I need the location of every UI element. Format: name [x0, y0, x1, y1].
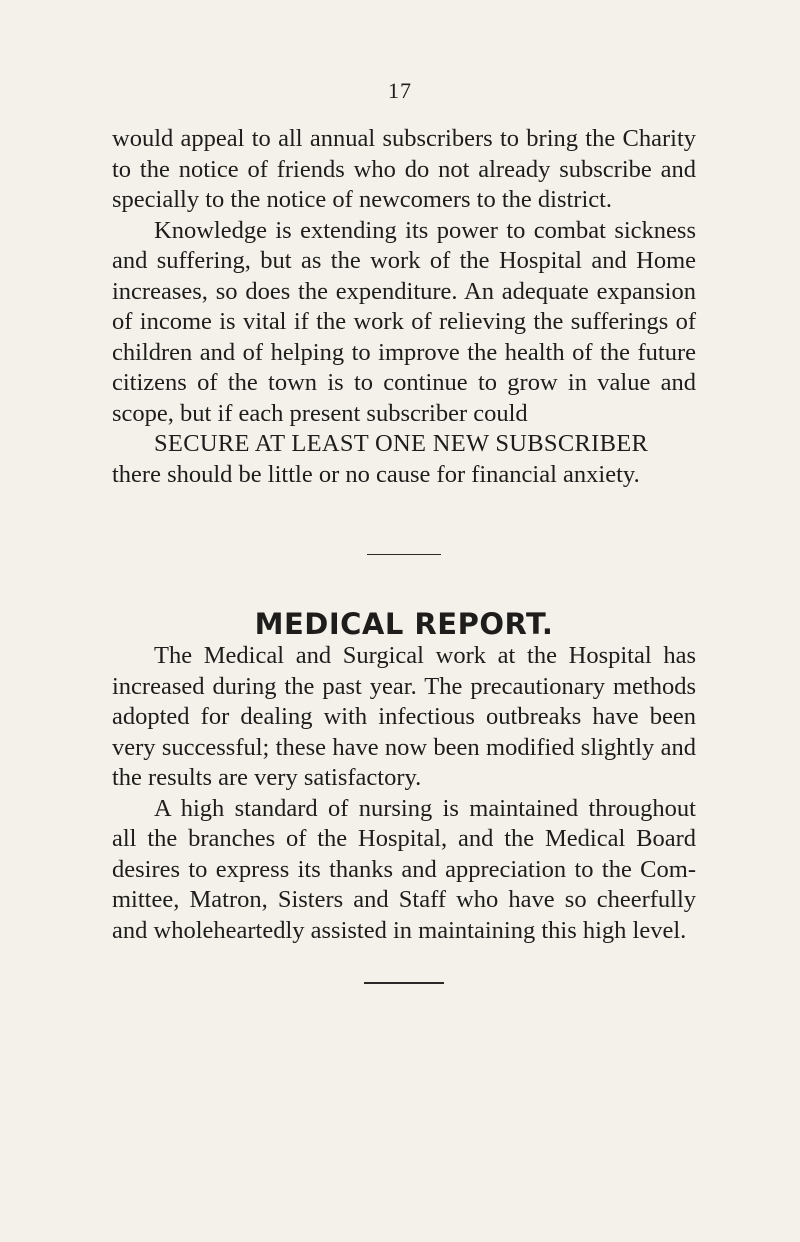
- page-number: 17: [388, 78, 412, 103]
- expenditure-paragraph: Knowledge is extending its power to combat sickness and suffering, but as the work of the Hospital and Home increases, so does the expenditure. An adequate expansion of income is vital if the work of relieving the sufferings of children and of helping to improve the health of the future citizens of the town is to continue to grow in value and scope, but if each present subscriber could: [112, 216, 696, 427]
- medical-work-paragraph: The Medical and Surgical work at the Hospital has increased during the past year. The precautionary methods adopted for dealing with infectious outbreaks have been very successful; these have now been modified slightly and the results are very satisfactory.: [112, 642, 696, 791]
- nursing-paragraph: A high standard of nursing is maintained throughout all the branches of the Hospital, and the Medical Board desires to express its thanks and appreciation to the Committee, Matron, Sisters and Staff who have so cheerfully and wholeheartedly assisted in maintaining this high level.: [112, 794, 696, 944]
- section-heading: MEDICAL REPORT.: [254, 607, 554, 641]
- page-body: [112, 124, 696, 984]
- section-divider: [367, 554, 441, 555]
- subscriber-callout: SECURE AT LEAST ONE NEW SUBSCRIBER: [154, 430, 649, 457]
- appeal-paragraph: would appeal to all annual subscribers to bring the Charity to the notice of friends who do not already subscribe and specially to the notice of newcomers to the district.: [112, 125, 696, 213]
- financial-anxiety-line: there should be little or no cause for financial anxiety.: [112, 460, 640, 488]
- closing-divider: [364, 982, 444, 984]
